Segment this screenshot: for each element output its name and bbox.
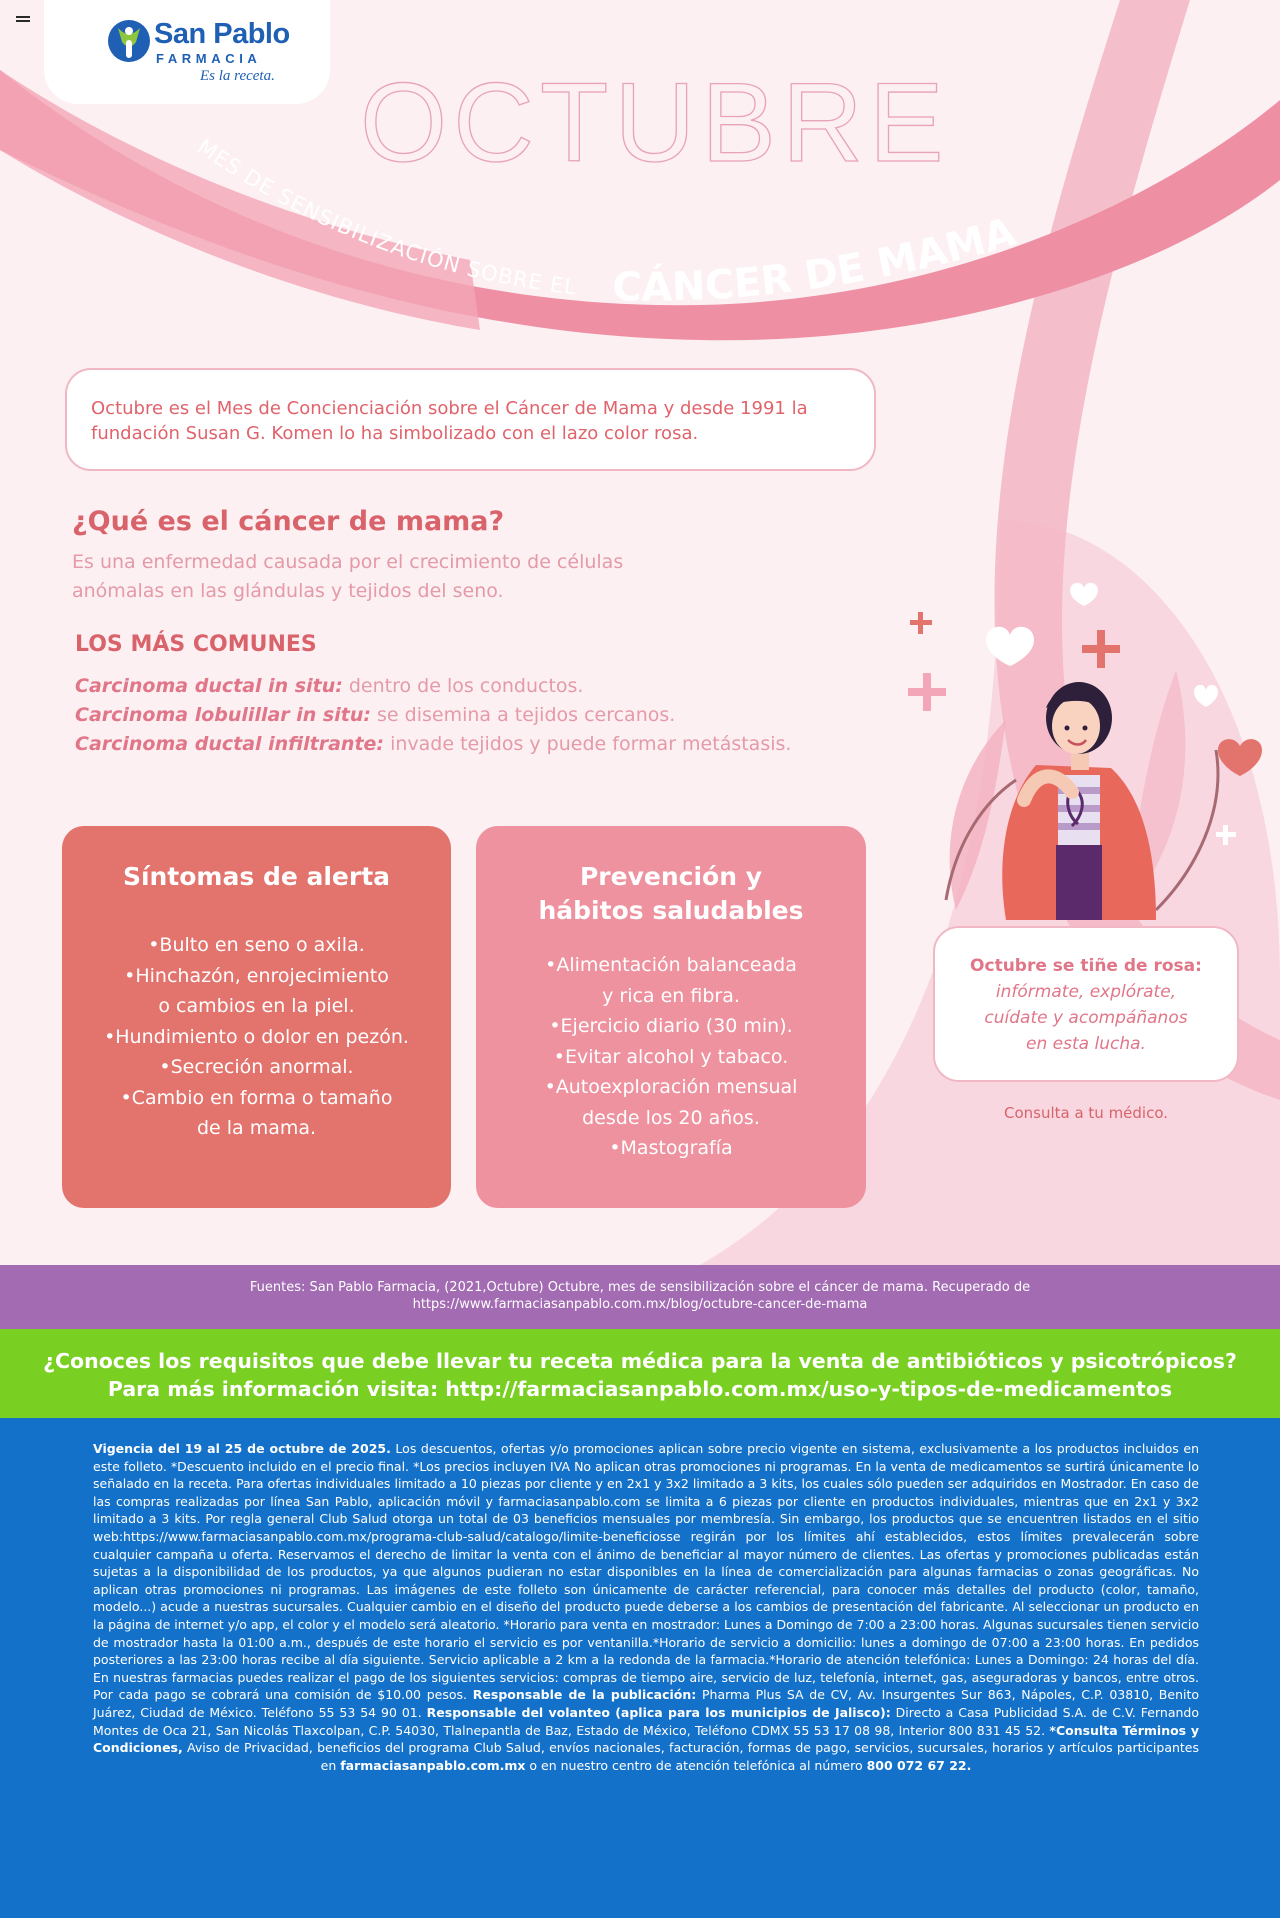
hero-highlight: CÁNCER DE MAMA	[611, 209, 1021, 311]
prevention-list	[476, 950, 866, 1164]
list-item: •Hundimiento o dolor en pezón.	[104, 1025, 409, 1048]
prescription-banner	[0, 1329, 1280, 1418]
plus-icon	[908, 673, 946, 711]
plus-icon	[1082, 630, 1120, 668]
list-item: Carcinoma lobulillar in situ: se disemina a tejidos cercanos.	[75, 704, 676, 726]
list-item: desde los 20 años.	[582, 1106, 760, 1129]
list-item: •Mastografía	[609, 1137, 733, 1159]
prescription-question: ¿Conoces los requisitos que debe llevar tu receta médica para la venta de antibióticos y psicotrópicos?	[43, 1349, 1237, 1373]
brand-name: San Pablo	[154, 18, 290, 50]
consult-doctor-text: Consulta a tu médico.	[1003, 1104, 1169, 1122]
hero-subtitle: MES DE SENSIBILIZACIÓN SOBRE EL	[193, 134, 579, 300]
list-item: •Cambio en forma o tamaño	[120, 1086, 393, 1109]
hero-arc-text	[0, 0, 1280, 400]
legal-terms-section	[0, 1418, 1280, 1918]
brand-tagline: Es la receta.	[200, 68, 275, 84]
list-item: Carcinoma ductal infiltrante: invade tejidos y puede formar metástasis.	[75, 733, 792, 755]
list-item: •Evitar alcohol y tabaco.	[553, 1045, 789, 1068]
month-title: OCTUBRE	[360, 60, 950, 185]
list-item: de la mama.	[196, 1117, 317, 1139]
symptoms-title: Síntomas de alerta	[122, 862, 391, 891]
list-item: •Hinchazón, enrojecimiento	[124, 964, 389, 987]
list-item: •Bulto en seno o axila.	[148, 934, 365, 956]
list-item: y rica en fibra.	[602, 984, 740, 1007]
symptoms-card	[62, 826, 451, 1208]
sources-line: Fuentes: San Pablo Farmacia, (2021,Octubre) Octubre, mes de sensibilización sobre el cáncer de mama. Recuperado de	[249, 1280, 1031, 1295]
list-item: o cambios en la piel.	[158, 995, 355, 1017]
plus-icon	[1216, 825, 1236, 845]
what-is-text: Es una enfermedad causada por el crecimiento de células anómalas en las glándulas y tejidos del seno.	[72, 551, 624, 602]
list-item: Carcinoma ductal in situ: dentro de los conductos.	[75, 675, 584, 697]
common-types-list	[75, 672, 875, 759]
woman-illustration	[896, 580, 1276, 920]
plus-icon	[910, 612, 932, 634]
common-types-title: LOS MÁS COMUNES	[75, 632, 317, 657]
list-item: •Secreción anormal.	[159, 1056, 354, 1078]
prevention-card	[476, 826, 866, 1208]
list-item: •Ejercicio diario (30 min).	[549, 1015, 793, 1037]
list-item: •Autoexploración mensual	[544, 1076, 798, 1098]
symptoms-list	[62, 930, 451, 1144]
brand-sub: FARMACIA	[156, 51, 262, 66]
legal-text: Vigencia del 19 al 25 de octubre de 2025. Los descuentos, ofertas y/o promociones aplican sobre precio vigente en sistema, exclusivamente a los productos incluidos en este folleto. *Descuento incluido en el precio final. *Los precios incluyen IVA No aplican otras promociones ni programas. En la venta de medicamentos se surtirá únicamente lo señalado en la receta. Para ofertas individuales limitado a 10 piezas por cliente y en 2x1 y 3x2 limitado a 3 kits, los cuales sólo pueden ser adquiridos en Mostrador. En caso de las compras realizadas por línea San Pablo, aplicación móvil y farmaciasanpablo.com se limita a 6 piezas por cliente en productos individuales, mientras que en 2x1 y 3x2 limitado a 3 kits. Por regla general Club Salud otorga un total de 03 beneficios mensuales por membresía. Sin embargo, los productos que se encuentren listados en el sitio web:https://www.farmaciasanpablo.com.mx/programa-club-salud/catalogo/limite-beneficiosse regirán por los límites ahí establecidos, estos límites prevalecerán sobre cualquier campaña u oferta. Reservamos el derecho de limitar la venta con el ánimo de beneficiar al mayor número de clientes. Las ofertas y promociones publicadas están sujetas a la disponibilidad de los productos, ya que algunos pudieran no estar disponibles en la línea de comercialización para algunas farmacias o zonas geográficas. No aplican otras promociones ni programas. Las imágenes de este folleto son únicamente de carácter referencial, para conocer más detalles del producto (color, tamaño, modelo...) acude a nuestras sucursales. Cualquier cambio en el diseño del producto puede deberse a los cambios de presentación del fabricante. Al seleccionar un producto en la página de internet y/o app, el color y el modelo será aleatorio. *Horario para venta en mostrador: Lunes a Domingo de 7:00 a 23:00 horas. Algunas sucursales tienen servicio de mostrador hasta la 01:00 a.m., después de este horario el servicio es por ventanilla.*Horario de servicio a domicilio: lunes a domingo de 07:00 a 23:00 horas. En pedidos posteriores a las 23:00 horas recibe al día siguiente. Servicio aplicable a 2 km a la redonda de la farmacia.*Horario de atención telefónica: Lunes a Domingo: 24 horas del día. En nuestras farmacias puedes realizar el pago de los siguientes servicios: compras de tiempo aire, servicio de luz, telefonía, internet, gas, aseguradoras y bancos, entre otros. Por cada pago se cobrará una comisión de $10.00 pesos. Responsable de la publicación: Pharma Plus SA de CV, Av. Insurgentes Sur 863, Nápoles, C.P. 03810, Benito Juárez, Ciudad de México. Teléfono 55 53 54 90 01. Responsable del volanteo (aplica para los municipios de Jalisco): Directo a Casa Publicidad S.A. de C.V. Fernando Montes de Oca 21, San Nicolás Tlaxcolpan, C.P. 54030, Tlalnepantla de Baz, Estado de México, Teléfono CDMX 55 53 17 08 98, Interior 800 831 45 52. *Consulta Términos y Condiciones, Aviso de Privacidad, beneficios del programa Club Salud, envíos nacionales, facturación, formas de pago, servicios, sucursales, horarios y artículos participantes en farmaciasanpablo.com.mx o en nuestro centro de atención telefónica al número 800 072 67 22.	[93, 1441, 1200, 1773]
prevention-title: Prevención y hábitos saludables	[538, 862, 804, 925]
intro-box	[65, 368, 876, 471]
callout-line: cuídate y acompáñanos	[984, 1008, 1188, 1028]
sources-link[interactable]: https://www.farmaciasanpablo.com.mx/blog/octubre-cancer-de-mama	[412, 1297, 868, 1312]
sources-bar	[0, 1265, 1280, 1329]
prescription-link[interactable]: Para más información visita: http://farmaciasanpablo.com.mx/uso-y-tipos-de-medicamentos	[107, 1377, 1173, 1401]
list-item: •Alimentación balanceada	[545, 954, 797, 976]
callout-title: Octubre se tiñe de rosa:	[970, 956, 1202, 976]
intro-text: Octubre es el Mes de Concienciación sobre el Cáncer de Mama y desde 1991 la fundación Susan G. Komen lo ha simbolizado con el lazo color rosa.	[91, 398, 808, 444]
what-is-title: ¿Qué es el cáncer de mama?	[72, 506, 505, 537]
pink-october-callout	[933, 926, 1239, 1082]
callout-line: infórmate, explórate,	[995, 982, 1177, 1002]
callout-line: en esta lucha.	[1026, 1034, 1146, 1054]
